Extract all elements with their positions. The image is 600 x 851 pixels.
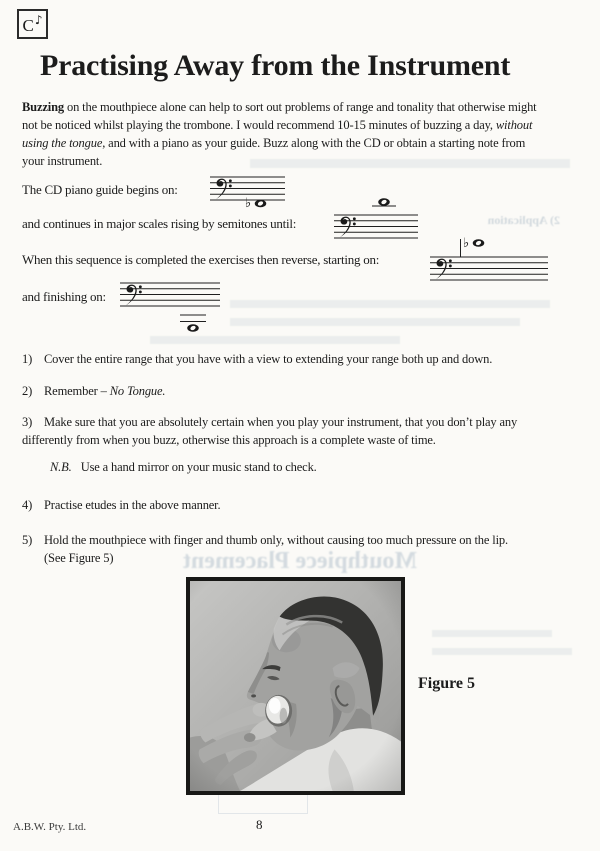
text-run: Practise etudes in the above manner. [44,498,221,512]
bleed-through-box [218,794,308,814]
item-text [22,433,436,447]
item-number: 5) [22,533,33,547]
music-label: The CD piano guide begins on: [22,182,178,197]
text-run: , and with a piano as your guide. Buzz along with the CD or obtain a starting note from [102,136,526,150]
text-run: Hold the mouthpiece with finger and thumb only, without causing too much pressure on the lip. [44,533,508,547]
music-label: and continues in major scales rising by semitones until: [22,216,297,231]
bleed-through-text: 2) Application [487,213,560,227]
paragraph-line [22,152,582,170]
list-item [22,496,588,514]
item-number: 3) [22,415,33,429]
item-text [44,384,165,398]
nb-note [22,458,588,476]
item-text [44,551,113,565]
flat-sign-icon: ♭ [245,196,252,211]
text-run: Make sure that you are absolutely certain when you play your instrument, that you don’t play any [44,415,518,429]
text-run: N.B. [50,460,72,474]
text-run: Buzzing [22,100,65,114]
bleed-through-line [230,318,520,326]
badge-letter: C [22,15,34,35]
staff-reverse-start-note [430,233,548,285]
music-label: When this sequence is completed the exercises then reverse, starting on: [22,252,380,267]
paragraph-line [22,116,582,134]
staff-begin-note [210,173,285,211]
text-run: using the tongue [22,136,103,150]
text-run: not be noticed whilst playing the trombone. I would recommend 10-15 minutes of buzzing a day, [22,118,496,132]
item-text [44,415,517,429]
item-number: 4) [22,498,33,512]
bleed-through-line [432,648,572,655]
paragraph-line [22,98,582,116]
item-text [50,460,317,474]
item-text [44,533,508,547]
item-text [44,352,492,366]
music-label: and finishing on: [22,289,106,304]
figure-photo-man-buzzing-mouthpiece [186,577,405,795]
staff-top-note [334,187,418,241]
intro-paragraph [22,98,582,170]
item-number: 2) [22,384,33,398]
bleed-through-line [432,630,552,637]
list-item [22,350,588,368]
flat-sign-icon: ♭ [463,236,470,251]
staff-finish-note [120,278,220,336]
page-title: Practising Away from the Instrument [40,49,511,82]
text-run: your instrument. [22,154,103,168]
text-run: Remember – [44,384,110,398]
paragraph-line [22,134,582,152]
bleed-through-heading: Mouthpiece Placement [183,548,417,574]
cd-track-badge [17,9,48,39]
list-item [22,413,588,449]
text-run: on the mouthpiece alone can help to sort out problems of range and tonality that otherwise might [64,100,537,114]
bleed-through-line [230,300,550,308]
item-text [44,498,221,512]
text-run: Use a hand mirror on your music stand to check. [71,460,317,474]
text-run: Cover the entire range that you have with a view to extending your range both up and down. [44,352,493,366]
page-number: 8 [256,817,263,832]
list-item [22,531,588,567]
text-run: (See Figure 5) [44,551,114,565]
eighth-note-icon: ♪ [34,13,43,27]
text-run: No Tongue. [109,384,166,398]
item-number: 1) [22,352,33,366]
photo-illustration [190,581,401,791]
list-item [22,382,588,400]
text-run: differently from when you buzz, otherwise this approach is a complete waste of time. [22,433,436,447]
bleed-through-line [150,336,400,344]
text-run: without [495,118,533,132]
publisher-imprint: A.B.W. Pty. Ltd. [13,821,87,833]
figure-caption: Figure 5 [418,675,476,692]
